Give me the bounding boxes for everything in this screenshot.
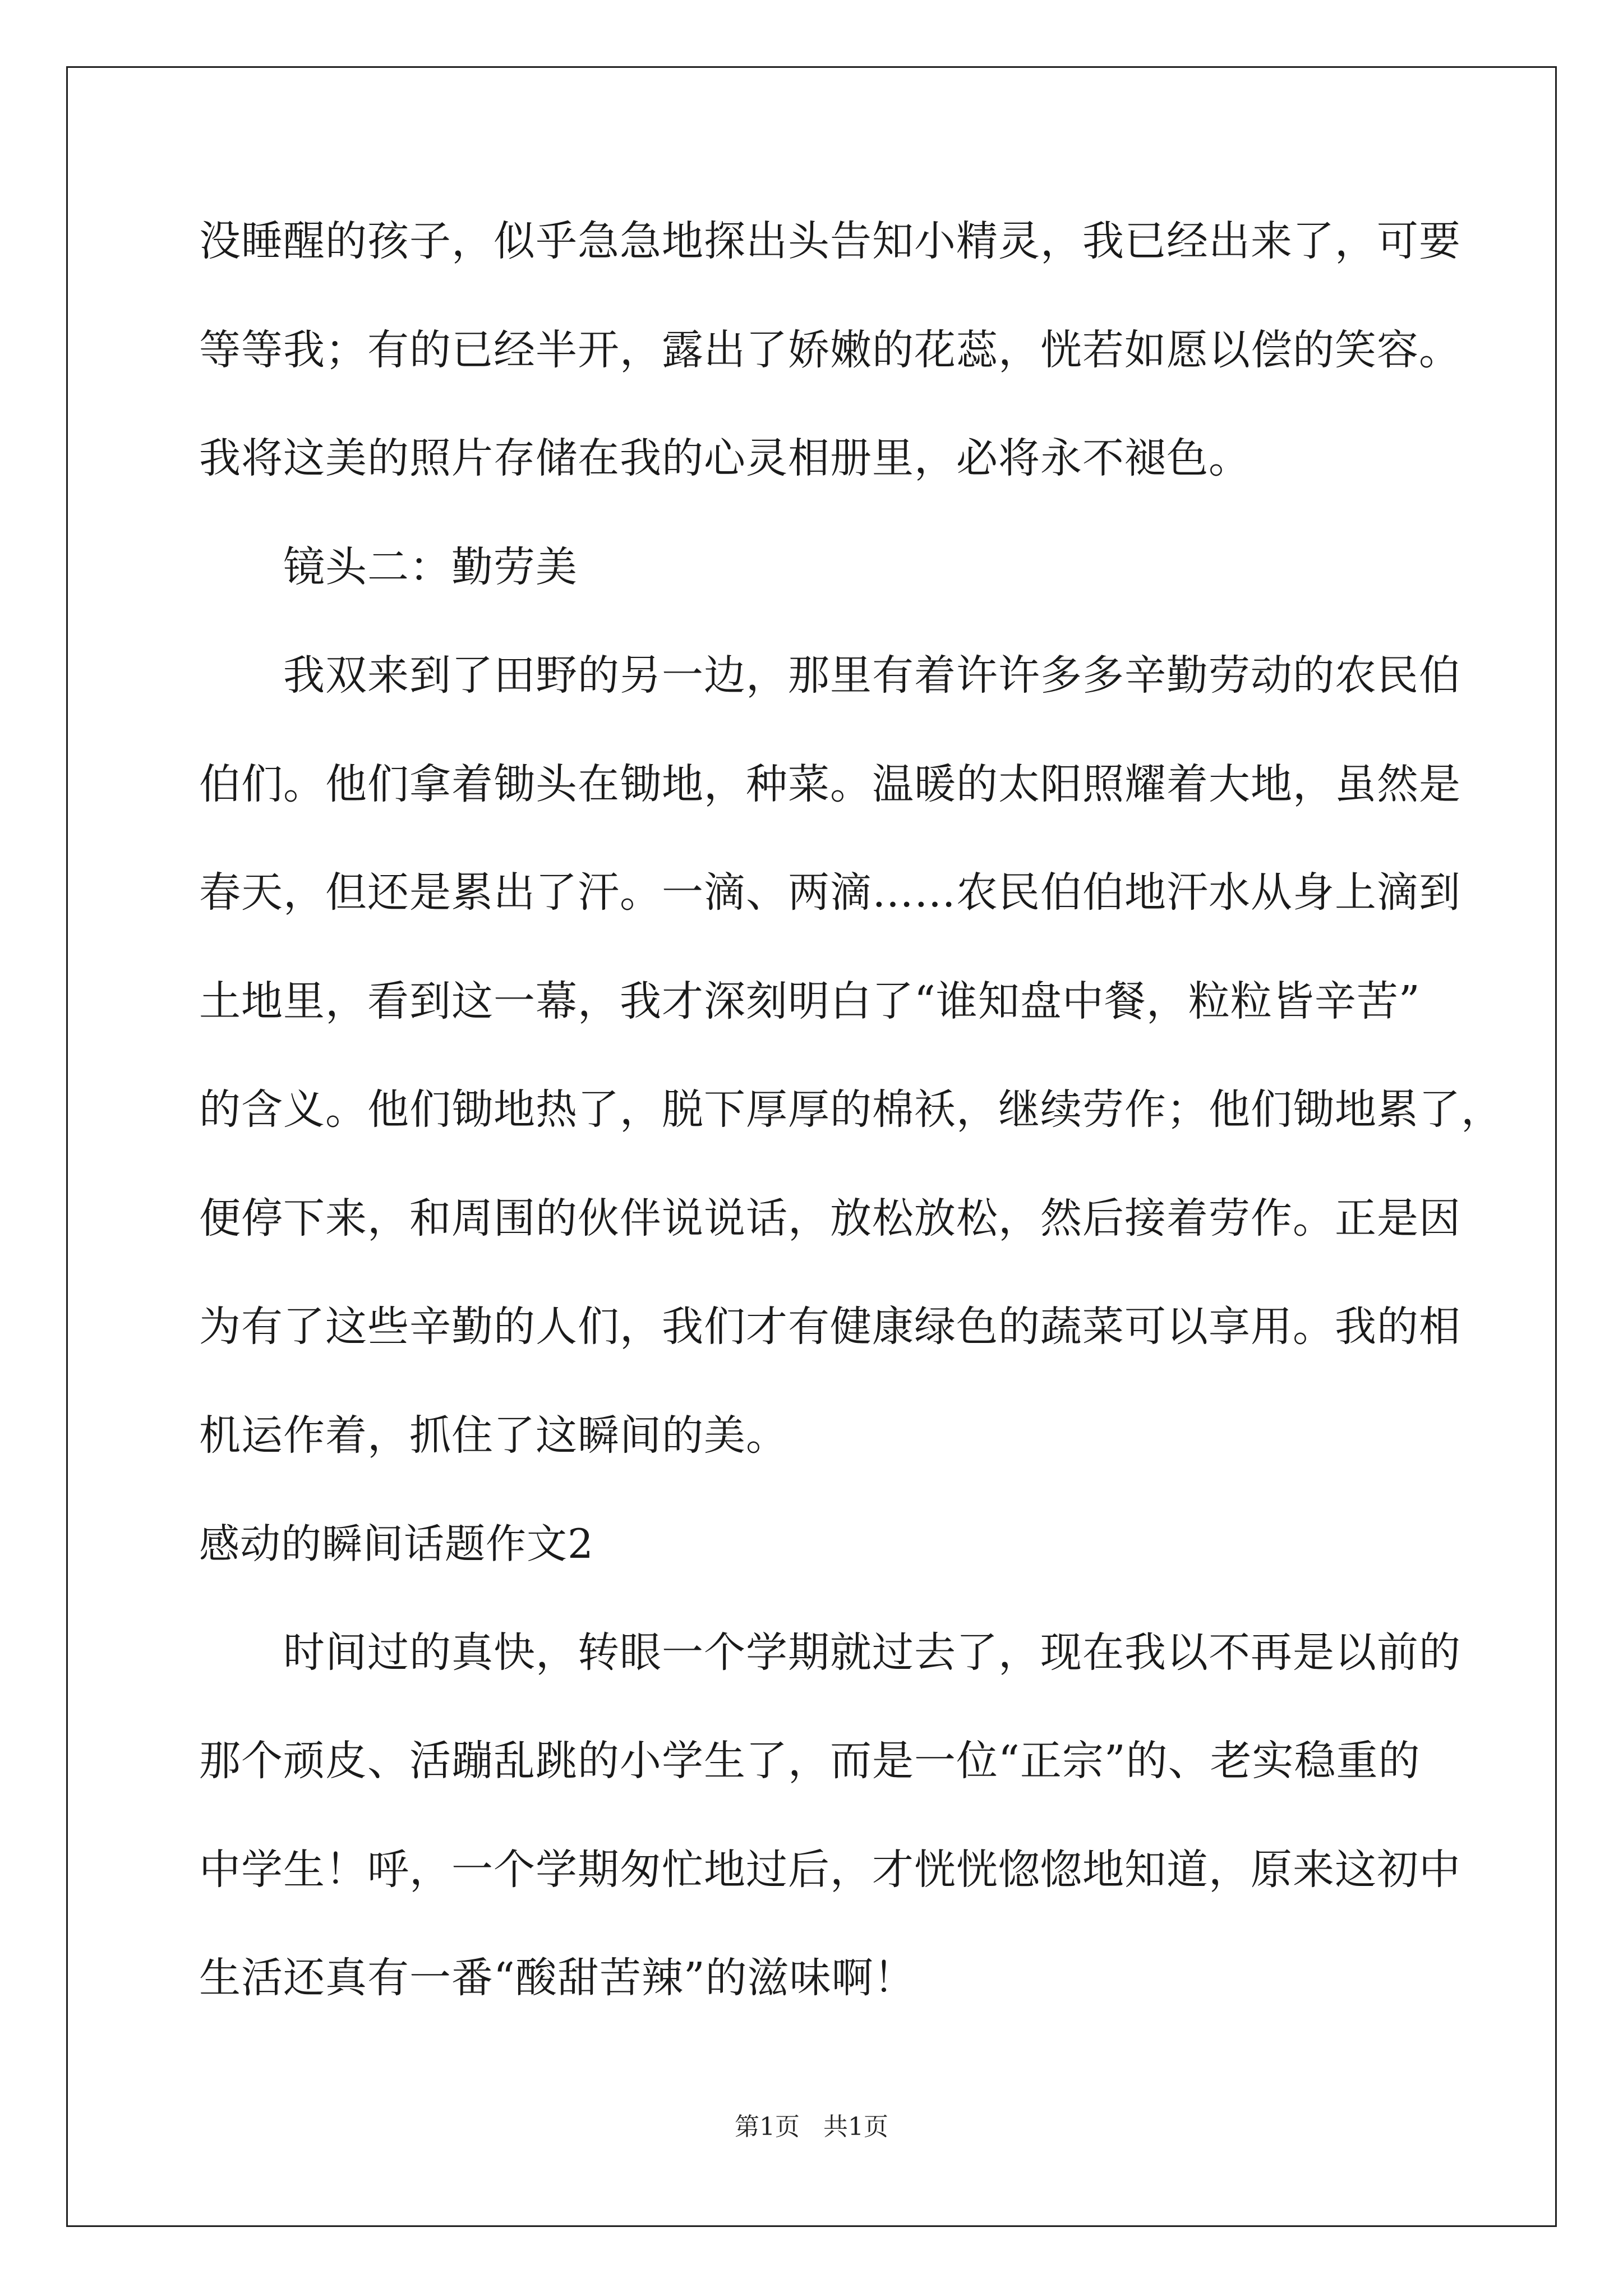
paragraph-line: 伯们。他们拿着锄头在锄地，种菜。温暖的太阳照耀着大地，虽然是 (199, 760, 1461, 808)
paragraph-line: 春天，但还是累出了汗。一滴、两滴……农民伯伯地汗水从身上滴到 (199, 868, 1461, 917)
paragraph-line: 便停下来，和周围的伙伴说说话，放松放松，然后接着劳作。正是因 (199, 1194, 1461, 1243)
paragraph-line: 为有了这些辛勤的人们，我们才有健康绿色的蔬菜可以享用。我的相 (199, 1303, 1461, 1351)
paragraph-line: 中学生！呼，一个学期匆忙地过后，才恍恍惚惚地知道，原来这初中 (199, 1845, 1461, 1894)
paragraph-line: 等等我；有的已经半开，露出了娇嫩的花蕊，恍若如愿以偿的笑容。 (199, 325, 1461, 374)
paragraph-line: 那个顽皮、活蹦乱跳的小学生了，而是一位“正宗”的、老实稳重的 (199, 1737, 1421, 1785)
paragraph-line: 我双来到了田野的另一边，那里有着许许多多辛勤劳动的农民伯 (283, 651, 1461, 700)
paragraph-line: 土地里，看到这一幕，我才深刻明白了“谁知盘中餐，粒粒皆辛苦” (199, 977, 1421, 1025)
page-footer: 第1页 共1页 (735, 2113, 888, 2141)
paragraph-line: 我将这美的照片存储在我的心灵相册里，必将永不褪色。 (199, 434, 1251, 482)
paragraph-line: 生活还真有一番“酸甜苦辣”的滋味啊！ (199, 1954, 916, 2002)
section-heading: 镜头二：勤劳美 (283, 542, 578, 591)
paragraph-line: 时间过的真快，转眼一个学期就过去了，现在我以不再是以前的 (283, 1628, 1461, 1677)
document-body (199, 213, 1503, 2059)
article-title: 感动的瞬间话题作文2 (199, 1520, 594, 1567)
paragraph-line: 的含义。他们锄地热了，脱下厚厚的棉袄，继续劳作；他们锄地累了， (199, 1085, 1503, 1134)
paragraph-line: 机运作着，抓住了这瞬间的美。 (199, 1411, 788, 1460)
paragraph-line: 没睡醒的孩子，似乎急急地探出头告知小精灵，我已经出来了，可要 (199, 217, 1461, 265)
